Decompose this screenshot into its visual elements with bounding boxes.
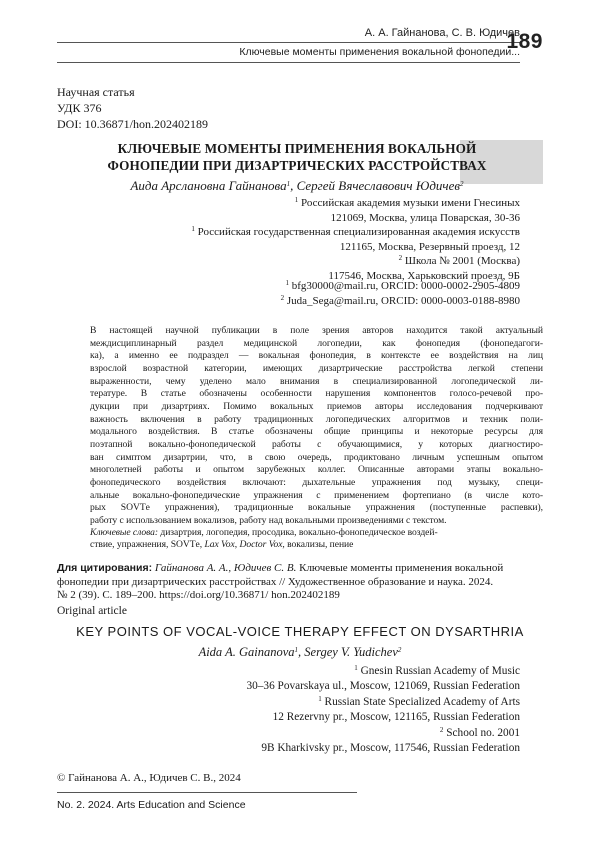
citation-line: фонопедии при дизартрических расстройствах // Художественное образование и наука. 2024. (57, 575, 494, 588)
abstract-line: В настоящей научной публикации в поле зрения авторов находится такой актуальный (90, 325, 543, 336)
abstract-line: многолетней работы и опытом зарубежных коллег. Описанные авторами этапы вокально- (90, 464, 543, 476)
abstract-line: альные вокально-фонопедические упражнения с применением фортепиано (в числе кото- (90, 489, 543, 501)
affil-text: Gnesin Russian Academy of Music (357, 665, 520, 677)
abstract-line: ка), а именно ее подраздел — вокальная фонопедия, в контексте ее воздействия на лиц (90, 350, 543, 362)
email-text: Juda_Sega@mail.ru, ORCID: 0000-0003-0188-8980 (284, 294, 520, 307)
running-header-title: Ключевые моменты применения вокальной фонопедии... (239, 46, 520, 58)
affil-line: 117546, Москва, Харьковский проезд, 9Б (328, 269, 520, 282)
author-name: Sergey V. Yudichev (304, 645, 398, 659)
keywords-label: Ключевые слова: (90, 527, 159, 538)
affil-marker: 1 (286, 180, 291, 188)
abstract-line: ван симптом дизартрии, что, в свою очередь, продиктовано личным успешным опытом (90, 451, 543, 463)
abstract-line: важность включения в работу традиционных логопедических алгоритмов и техник поли- (90, 413, 543, 425)
affil-marker: 1 (294, 196, 299, 204)
affil-marker: 2 (460, 180, 464, 188)
affil-line (100, 196, 520, 211)
running-header-authors: А. А. Гайнанова, С. В. Юдичев (364, 27, 520, 39)
keywords-text: , (234, 539, 240, 551)
affil-line (100, 726, 520, 741)
citation-line: № 2 (39). С. 189–200. https://doi.org/10.36871/ hon.202402189 (57, 589, 340, 602)
citation (57, 562, 543, 603)
abstract-line: модального воздействия. В статье обозначены общие принципы и некоторые ресурсы для (90, 426, 543, 438)
affil-text: School no. 2001 (443, 726, 520, 739)
keywords-line (90, 539, 543, 551)
keywords-text: , вокализы, пение (282, 539, 354, 551)
affil-marker: 1 (191, 225, 195, 234)
affil-text: Российская государственная специализированная академия искусств (194, 226, 520, 239)
email-text: bfg30000@mail.ru, ORCID: 0000-0002-2905-4809 (288, 280, 520, 292)
affil-line (100, 254, 520, 269)
affil-line: 121069, Москва, улица Поварская, 30-36 (330, 211, 520, 224)
article-title-en: KEY POINTS OF VOCAL-VOICE THERAPY EFFECT ON DYSARTHRIA (76, 624, 524, 639)
affil-marker: 1 (285, 279, 289, 287)
affil-line: 9B Kharkivsky pr., Moscow, 117546, Russian Federation (261, 742, 520, 755)
abstract-line: междисциплинарный раздел медицинской логопедии, как фонопедия (фонопедагоги- (90, 337, 543, 349)
affil-text: Школа № 2001 (Москва) (402, 255, 520, 268)
udk-code: УДК 376 (57, 101, 102, 115)
keywords (90, 527, 543, 552)
keywords-line (90, 527, 543, 539)
affil-line (100, 664, 520, 679)
page-number: 189 (506, 30, 543, 53)
affil-text: Russian State Specialized Academy of Arts (321, 695, 520, 708)
keyword-italic: Doctor Vox (239, 539, 283, 551)
affil-marker: 2 (398, 254, 403, 263)
article-type: Научная статья (57, 85, 135, 99)
affil-marker: 2 (397, 646, 402, 654)
abstract (90, 325, 543, 528)
footer-divider (57, 792, 357, 793)
abstract-line: дукции при дизартриях. Помимо вокальных приемов авторы исследования подчеркивают (90, 400, 543, 412)
article-title-ru (57, 140, 537, 174)
affiliations-en (100, 664, 520, 756)
abstract-line: тературе. В статье обозначены особенности нарушения компонентов голосо-речевой про- (90, 388, 543, 400)
abstract-line: взрослой возрастной категории, имеющих дизартрические расстройства легкой степени (90, 362, 543, 374)
author-name: Аида Арслановна Гайнанова (130, 178, 287, 193)
affil-marker: 2 (439, 725, 444, 734)
keywords-text: дизартрия, логопедия, просодика, вокально-фонопедическое воздей- (158, 527, 438, 538)
affil-line: 121165, Москва, Резервный проезд, 12 (339, 240, 520, 253)
affil-marker: 1 (294, 646, 299, 654)
header-divider (57, 62, 520, 63)
author-separator: , (290, 178, 297, 193)
affil-marker: 2 (280, 293, 285, 302)
title-ru-line: КЛЮЧЕВЫЕ МОМЕНТЫ ПРИМЕНЕНИЯ ВОКАЛЬНОЙ (117, 141, 477, 156)
header-divider (57, 42, 520, 43)
authors-en (57, 645, 543, 660)
citation-label: Для цитирования: (57, 562, 153, 574)
affil-line: 30–36 Povarskaya ul., Moscow, 121069, Russian Federation (246, 680, 520, 693)
affil-marker: 1 (318, 694, 322, 703)
email-line (100, 294, 520, 309)
author-separator: , (298, 645, 305, 659)
affil-line (100, 695, 520, 710)
authors-ru (57, 178, 537, 194)
original-article-label: Original article (57, 605, 127, 617)
author-name: Сергей Вячеславович Юдичев (296, 178, 461, 193)
abstract-line: выраженности, чему уделено мало внимания в специализированной логопедической ли- (90, 375, 543, 387)
email-line (100, 279, 520, 294)
keyword-italic: Lax Vox (204, 539, 235, 551)
citation-text: Ключевые моменты применения вокальной (296, 562, 504, 574)
abstract-line: рых SOVTе упражнения), традиционные вокальные упражнения (поступенные распевки), (90, 502, 543, 514)
affil-text: Российская академия музыки имени Гнесиных (298, 197, 520, 209)
affiliations-ru (100, 196, 520, 284)
abstract-line: поэтапной вокально-фонопедической работы с обучающимися, у которых диагностиро- (90, 438, 543, 450)
citation-authors: Гайнанова А. А., Юдичев С. В. (152, 562, 297, 574)
affil-marker: 1 (354, 664, 358, 672)
keywords-text: ствие, упражнения, SOVTе, (90, 539, 205, 551)
abstract-line: работу с использованием вокализов, работу над вокальными произведениями с текстом. (90, 514, 447, 526)
affil-line (100, 225, 520, 240)
citation-line (57, 562, 543, 576)
journal-footer: No. 2. 2024. Arts Education and Science (57, 799, 246, 811)
title-ru-line: ФОНОПЕДИИ ПРИ ДИЗАРТРИЧЕСКИХ РАССТРОЙСТВАХ (107, 158, 487, 173)
copyright: © Гайнанова А. А., Юдичев С. В., 2024 (57, 772, 241, 784)
affil-line: 12 Rezervny pr., Moscow, 121165, Russian Federation (272, 711, 520, 724)
doi: DOI: 10.36871/hon.202402189 (57, 117, 208, 131)
author-emails (100, 279, 520, 308)
author-name: Aida A. Gainanova (198, 645, 295, 659)
abstract-line: фонопедического воздействия включают: дыхательные упражнения под музыку, специ- (90, 476, 543, 488)
